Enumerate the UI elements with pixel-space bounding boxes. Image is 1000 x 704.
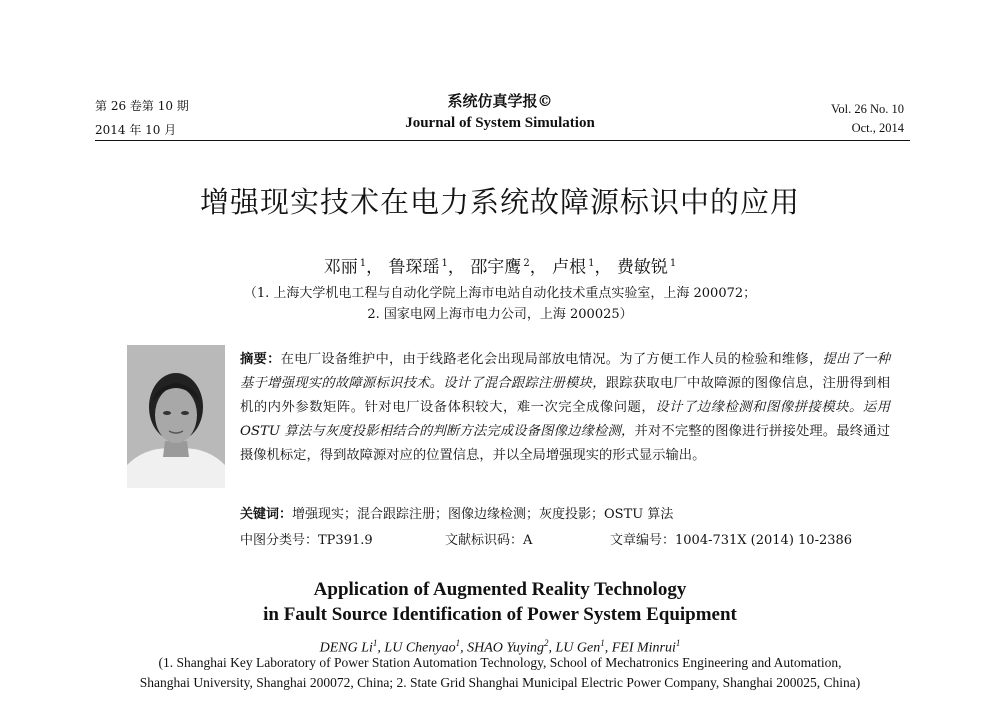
abstract-text: 设计了边缘检测和图像拼接模块。运用 OSTU 算法与灰度投影相结合的判断方法完成设备图像边缘检测，	[240, 400, 891, 439]
title-en	[0, 577, 1000, 627]
authors-cn: 邓丽 $^1$， 鲁琛瑶 $^1$， 邵宇鹰 $^2$， 卢根 $^1$， 费敏锐 $^1$	[323, 257, 677, 278]
affiliation-en-line: (1. Shanghai Key Laboratory of Power Station Automation Technology, School of Mechatronics Engineering and Automation,	[158, 655, 842, 670]
title-en-line: in Fault Source Identification of Power System Equipment	[263, 604, 737, 625]
journal-en: Journal of System Simulation	[405, 115, 595, 131]
abstract-label: 摘要：	[240, 352, 281, 367]
affiliation-en-line: Shanghai University, Shanghai 200072, China; 2. State Grid Shanghai Municipal Electric Power Company, Shanghai 200025, China)	[139, 675, 861, 690]
authors-en: DENG Li$^1$, LU Chenyao$^1$, SHAO Yuying$^2$, LU Gen$^1$, FEI Minrui$^1$	[319, 638, 681, 656]
author-cn: 卢根	[552, 257, 587, 278]
author-cn: 邓丽	[323, 257, 358, 278]
author-aff-mark: 2	[523, 258, 530, 269]
affiliation-cn-line: 2. 国家电网上海市电力公司，上海 200025）	[367, 307, 633, 322]
author-en: LU Chenyao	[384, 640, 456, 656]
header-right	[831, 100, 904, 138]
abstract-text: 并对不完整的图像进行拼接处理。最终通过摄像机标定，得到故障源对应的位置信息，并以全局增强现实的形式显示输出。	[240, 424, 891, 463]
author-aff-mark: 1	[455, 638, 461, 648]
affiliations-cn	[0, 283, 1000, 325]
author-en: SHAO Yuying	[467, 640, 544, 656]
author-en: FEI Minrui	[611, 640, 676, 656]
keywords-text: 增强现实；混合跟踪注册；图像边缘检测；灰度投影；OSTU 算法	[292, 507, 674, 522]
author-aff-mark: 1	[600, 638, 605, 648]
author-aff-mark: 1	[675, 638, 681, 648]
author-aff-mark: 1	[372, 638, 378, 648]
affiliation-cn-line: （1. 上海大学机电工程与自动化学院上海市电站自动化技术重点实验室，上海 200072；	[243, 286, 757, 301]
document-code: 文献标识码：A	[445, 533, 533, 548]
title-cn: 增强现实技术在电力系统故障源标识中的应用	[199, 185, 800, 219]
author-cn: 费敏锐	[616, 257, 668, 278]
abstract	[240, 348, 890, 468]
author-aff-mark: 1	[669, 258, 677, 269]
header-rule	[95, 140, 910, 141]
clc-number: 中图分类号：TP391.9	[240, 533, 373, 548]
author-en: DENG Li	[319, 640, 373, 656]
date-en: Oct., 2014	[851, 121, 904, 135]
abstract-text: 跟踪获取电厂中故障源的图像信息，注册得到相机的内外参数矩阵。针对电厂设备体积较大，难一次完全成像问题，	[240, 376, 890, 415]
article-number: 文章编号：1004-731X (2014) 10-2386	[610, 533, 853, 548]
affiliations-en	[0, 653, 1000, 693]
title-en-line: Application of Augmented Reality Technology	[313, 579, 687, 600]
abstract-text: 在电厂设备维护中，由于线路老化会出现局部放电情况。为了方便工作人员的检验和维修，	[280, 352, 823, 367]
abstract-text: 提出了一种基于增强现实的故障源标识技术。设计了混合跟踪注册模块，	[240, 352, 890, 391]
author-aff-mark: 2	[543, 638, 549, 648]
author-aff-mark: 1	[359, 258, 367, 269]
author-photo	[127, 345, 225, 488]
author-aff-mark: 1	[441, 258, 448, 269]
date-cn: 2014 年 10 月	[95, 123, 177, 137]
author-cn: 邵宇鹰	[470, 257, 522, 278]
keywords-label: 关键词：	[240, 507, 293, 522]
volume-en: Vol. 26 No. 10	[830, 102, 904, 116]
volume-cn: 第 26 卷第 10 期	[95, 99, 189, 113]
author-en: LU Gen	[555, 640, 601, 656]
classification	[240, 531, 890, 551]
author-cn: 鲁琛瑶	[388, 257, 440, 278]
author-portrait-image	[127, 345, 225, 488]
keywords	[240, 505, 890, 525]
journal-cn: 系统仿真学报©	[447, 92, 553, 110]
author-aff-mark: 1	[588, 258, 595, 269]
